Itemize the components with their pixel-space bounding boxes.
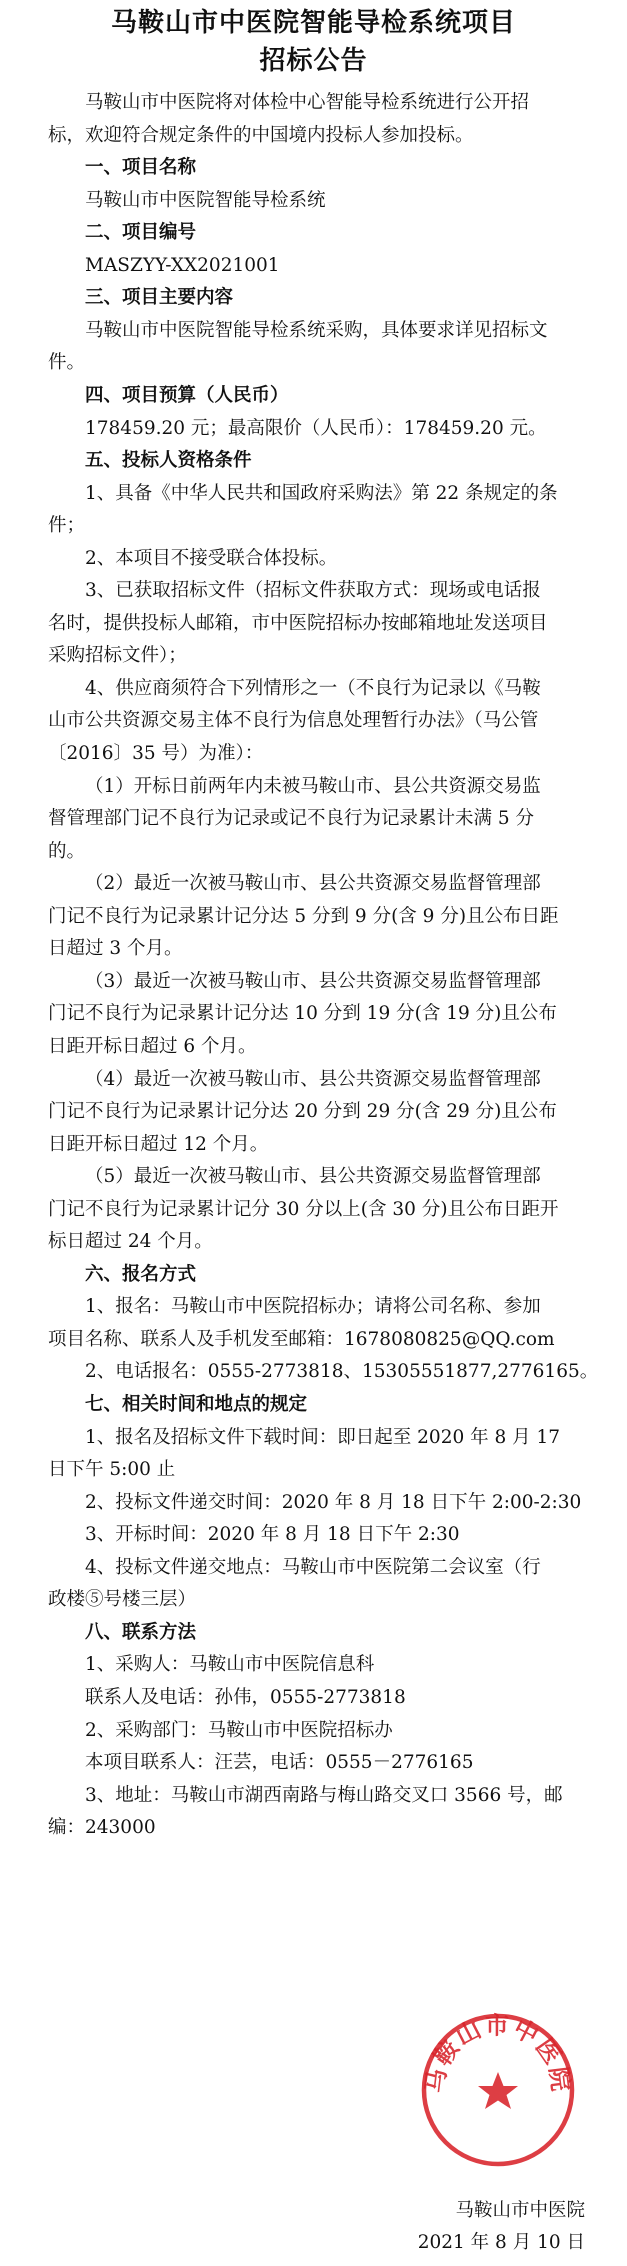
body-line: 2、投标文件递交时间：2020 年 8 月 18 日下午 2:00-2:30	[85, 1491, 582, 1513]
body-line: 标日超过 24 个月。	[48, 1231, 213, 1253]
body-line: 政楼⑤号楼三层）	[48, 1589, 197, 1611]
body-line: 督管理部门记不良行为记录或记不良行为记录累计未满 5 分	[48, 808, 535, 830]
body-line: 马鞍山市中医院智能导检系统	[85, 189, 326, 211]
section-heading: 八、联系方法	[85, 1621, 197, 1643]
body-line: （5）最近一次被马鞍山市、县公共资源交易监督管理部	[85, 1166, 541, 1188]
body-line: MASZYY-XX2021001	[85, 254, 280, 276]
body-line: 〔2016〕35 号）为准）：	[48, 743, 264, 764]
official-seal	[418, 2010, 578, 2170]
body-line: 日下午 5:00 止	[48, 1459, 176, 1481]
body-line: 1、报名：马鞍山市中医院招标办；请将公司名称、参加	[85, 1296, 541, 1318]
body-line: 马鞍山市中医院智能导检系统采购，具体要求详见招标文	[85, 319, 548, 341]
body-line: 178459.20 元；最高限价（人民币）：178459.20 元。	[85, 417, 547, 439]
body-line: 1、采购人：马鞍山市中医院信息科	[85, 1654, 375, 1676]
seal-text: 马鞍山市中医院	[420, 2011, 576, 2095]
document-subtitle: 招标公告	[259, 46, 368, 76]
body-line: 2、电话报名：0555-2773818、15305551877,2776165。	[85, 1361, 599, 1383]
body-line: （2）最近一次被马鞍山市、县公共资源交易监督管理部	[85, 873, 541, 895]
section-heading: 五、投标人资格条件	[85, 450, 252, 472]
body-line: 2、本项目不接受联合体投标。	[85, 547, 338, 569]
section-heading: 三、项目主要内容	[85, 287, 234, 309]
body-line: 采购招标文件）；	[48, 645, 187, 667]
body-line: 1、报名及招标文件下载时间：即日起至 2020 年 8 月 17	[85, 1426, 561, 1448]
document-title: 马鞍山市中医院智能导检系统项目	[110, 8, 516, 38]
body-line: 件。	[48, 352, 86, 374]
body-line: 门记不良行为记录累计记分 30 分以上(含 30 分)且公布日距开	[48, 1198, 559, 1220]
body-line: 日超过 3 个月。	[48, 938, 183, 960]
body-line: 本项目联系人：汪芸，电话：0555－2776165	[85, 1752, 474, 1774]
body-line: （3）最近一次被马鞍山市、县公共资源交易监督管理部	[85, 970, 541, 992]
body-line: 山市公共资源交易主体不良行为信息处理暂行办法》（马公管	[48, 710, 539, 732]
section-heading: 七、相关时间和地点的规定	[85, 1394, 308, 1415]
issue-date: 2021 年 8 月 10 日	[417, 2232, 585, 2253]
body-line: 门记不良行为记录累计记分达 10 分到 19 分(含 19 分)且公布	[48, 1003, 557, 1025]
body-line: 项目名称、联系人及手机发至邮箱：1678080825@QQ.com	[48, 1328, 555, 1350]
body-line: 日距开标日超过 12 个月。	[48, 1133, 269, 1155]
body-line: 2、采购部门：马鞍山市中医院招标办	[85, 1719, 393, 1741]
body-line: 日距开标日超过 6 个月。	[48, 1035, 257, 1057]
body-line: 名时，提供投标人邮箱，市中医院招标办按邮箱地址发送项目	[48, 612, 548, 634]
section-heading: 四、项目预算（人民币）	[85, 384, 289, 406]
body-line: （1）开标日前两年内未被马鞍山市、县公共资源交易监	[85, 775, 541, 797]
body-line: 3、地址：马鞍山市湖西南路与梅山路交叉口 3566 号，邮	[85, 1784, 563, 1806]
body-line: 联系人及电话：孙伟，0555-2773818	[85, 1686, 406, 1708]
body-line: 门记不良行为记录累计记分达 20 分到 29 分(含 29 分)且公布	[48, 1101, 557, 1123]
body-line: 编：243000	[48, 1817, 156, 1839]
body-line: 马鞍山市中医院将对体检中心智能导检系统进行公开招	[85, 92, 530, 113]
body-line: 4、投标文件递交地点：马鞍山市中医院第二会议室（行	[85, 1556, 541, 1578]
body-line: 的。	[48, 840, 86, 862]
body-line: 3、开标时间：2020 年 8 月 18 日下午 2:30	[85, 1524, 460, 1546]
body-line: 门记不良行为记录累计记分达 5 分到 9 分(含 9 分)且公布日距	[48, 905, 559, 927]
section-heading: 二、项目编号	[85, 222, 197, 244]
issuer-name: 马鞍山市中医院	[455, 2200, 585, 2221]
section-heading: 六、报名方式	[85, 1263, 197, 1285]
body-line: 4、供应商须符合下列情形之一（不良行为记录以《马鞍	[85, 677, 541, 699]
body-line: 3、已获取招标文件（招标文件获取方式：现场或电话报	[85, 580, 541, 602]
body-line: （4）最近一次被马鞍山市、县公共资源交易监督管理部	[85, 1068, 541, 1090]
body-line: 件；	[48, 515, 86, 537]
body-line: 1、具备《中华人民共和国政府采购法》第 22 条规定的条	[85, 482, 558, 504]
section-heading: 一、项目名称	[85, 157, 197, 179]
body-line: 标，欢迎符合规定条件的中国境内投标人参加投标。	[48, 124, 474, 146]
